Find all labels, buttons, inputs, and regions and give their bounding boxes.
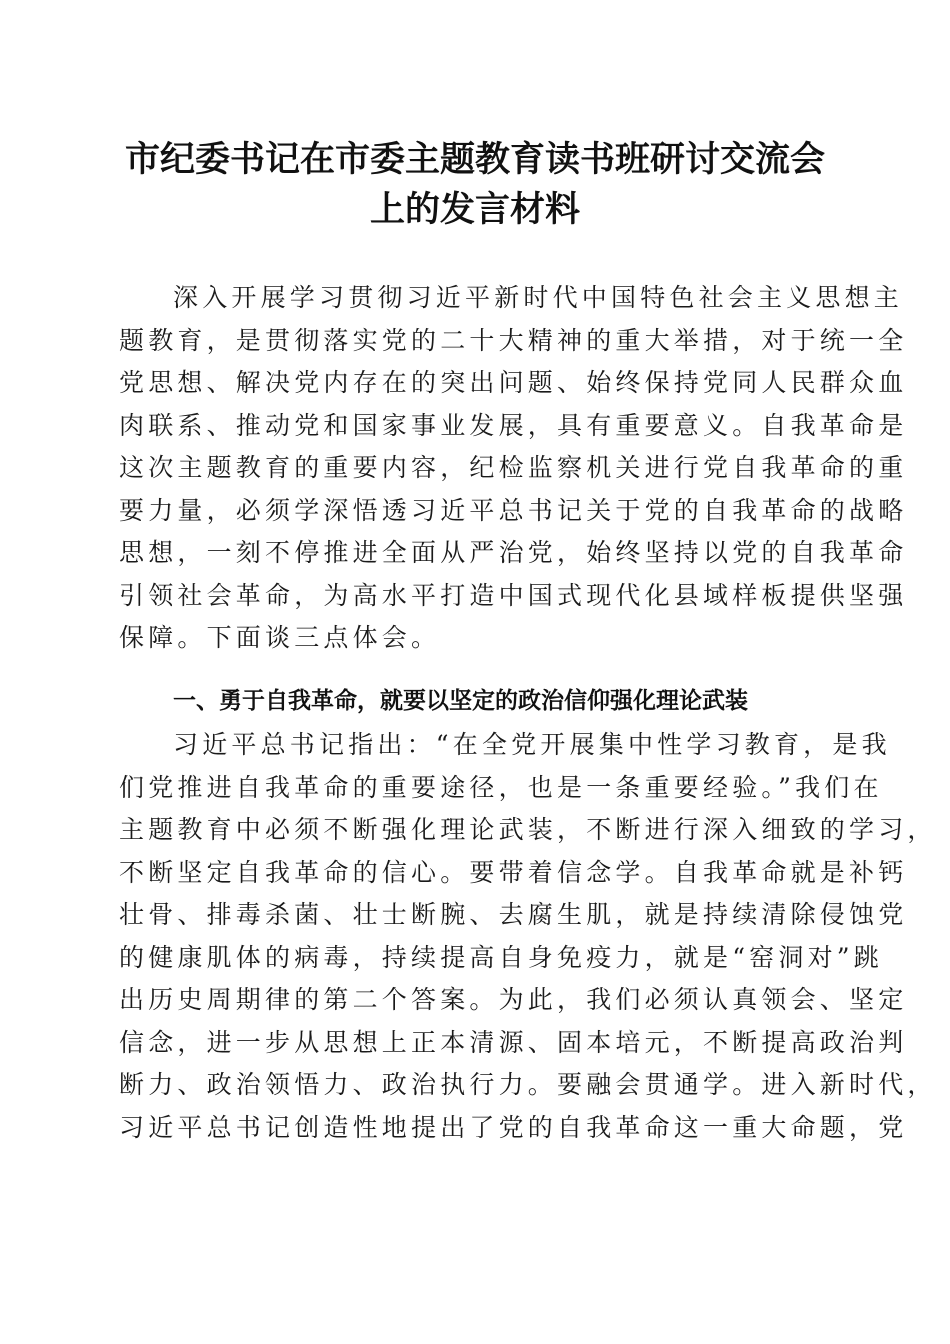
title-line-2: 上的发言材料 <box>369 189 580 230</box>
paragraph-line: 要力量，必须学深悟透习近平总书记关于党的自我革命的战略 <box>119 495 908 525</box>
paragraph-line: 肉联系、推动党和国家事业发展，具有重要意义。自我革命是 <box>119 410 908 440</box>
title-line-1: 市纪委书记在市委主题教育读书班研讨交流会 <box>124 139 825 180</box>
paragraph-line: 深入开展学习贯彻习近平新时代中国特色社会主义思想主 <box>173 283 904 312</box>
paragraph-line: 的健康肌体的病毒，持续提高自身免疫力，就是“窑洞对”跳 <box>119 942 883 972</box>
paragraph-line: 题教育，是贯彻落实党的二十大精神的重大举措，对于统一全 <box>119 325 908 355</box>
paragraph-line: 习近平总书记指出：“在全党开展集中性学习教育，是我 <box>173 730 891 759</box>
document-title <box>100 135 850 235</box>
paragraph-line: 习近平总书记创造性地提出了党的自我革命这一重大命题，党 <box>119 1112 908 1142</box>
paragraph-line: 出历史周期律的第二个答案。为此，我们必须认真领会、坚定 <box>119 985 908 1014</box>
section-heading-1: 一、勇于自我革命，就要以坚定的政治信仰强化理论武装 <box>173 688 748 714</box>
paragraph-line: 主题教育中必须不断强化理论武装，不断进行深入细致的学习， <box>119 815 937 844</box>
paragraph-line: 不断坚定自我革命的信心。要带着信念学。自我革命就是补钙 <box>119 857 908 887</box>
paragraph-line: 思想，一刻不停推进全面从严治党，始终坚持以党的自我革命 <box>119 538 908 567</box>
paragraph-line: 信念，进一步从思想上正本清源、固本培元，不断提高政治判 <box>119 1027 908 1057</box>
paragraph-line: 断力、政治领悟力、政治执行力。要融会贯通学。进入新时代， <box>119 1070 937 1099</box>
paragraph-line: 这次主题教育的重要内容，纪检监察机关进行党自我革命的重 <box>119 453 908 482</box>
paragraph-line: 引领社会革命，为高水平打造中国式现代化县域样板提供坚强 <box>119 580 908 610</box>
paragraph-line: 壮骨、排毒杀菌、壮士断腕、去腐生肌，就是持续清除侵蚀党 <box>119 900 908 929</box>
paragraph-line: 党思想、解决党内存在的突出问题、始终保持党同人民群众血 <box>119 368 908 397</box>
paragraph-2 <box>119 724 937 1149</box>
paragraph-line: 保障。下面谈三点体会。 <box>119 623 441 652</box>
paragraph-1 <box>119 277 908 660</box>
paragraph-line: 们党推进自我革命的重要途径，也是一条重要经验。”我们在 <box>119 772 883 802</box>
